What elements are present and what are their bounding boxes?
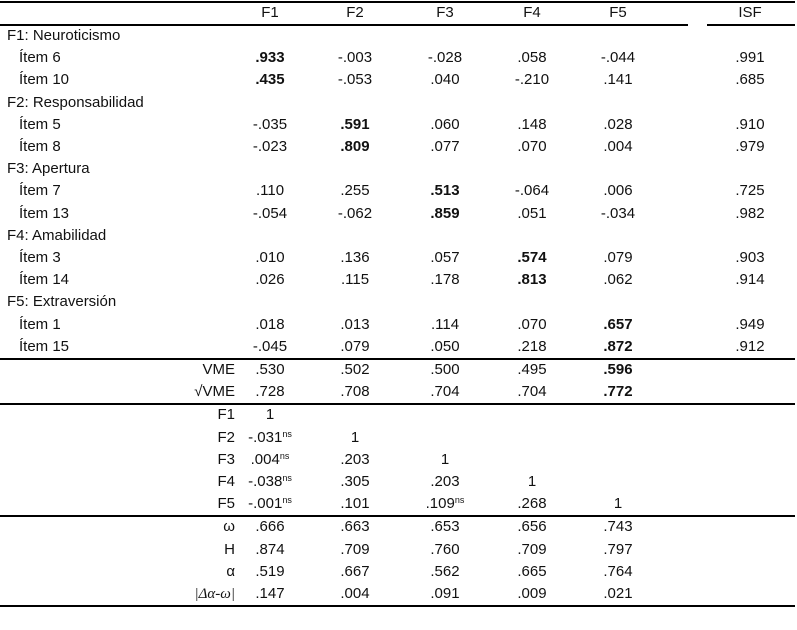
item-label: Ítem 10: [19, 71, 70, 89]
loading-value: .115: [340, 271, 370, 289]
loading-value: .859: [430, 204, 460, 222]
loading-value: .026: [255, 271, 285, 289]
correlation-label: F5: [217, 495, 235, 513]
item-label: Ítem 6: [19, 49, 61, 67]
ave-row: [0, 359, 795, 381]
correlation-value: [492, 471, 572, 493]
col-header-f3: F3: [436, 4, 454, 21]
reliability-value: .663: [340, 518, 370, 536]
correlation-number: .203: [340, 450, 370, 468]
reliability-value: .760: [430, 540, 460, 558]
correlation-value: [230, 471, 310, 493]
correlation-value: [405, 449, 485, 471]
correlation-value: [492, 493, 572, 515]
loading-value: -.054: [252, 204, 288, 222]
col-header-f4: F4: [523, 4, 541, 21]
reliability-row: [0, 561, 795, 583]
table-row: [0, 336, 795, 358]
loading-value: .255: [340, 182, 370, 200]
loading-value: .058: [517, 49, 547, 67]
reliability-value: .797: [603, 540, 633, 558]
table-row: [0, 314, 795, 336]
correlation-number: 1: [527, 473, 537, 490]
reliability-value: .666: [255, 518, 285, 536]
correlation-number: .268: [517, 495, 547, 513]
isf-value: .949: [735, 315, 765, 333]
isf-value: .903: [735, 249, 765, 266]
table-row: [0, 114, 795, 136]
loading-value: .070: [517, 138, 547, 155]
loading-value: .114: [430, 315, 460, 333]
correlation-value: [578, 493, 658, 515]
table-row: [0, 180, 795, 202]
correlation-number: .305: [340, 473, 370, 490]
loading-value: -.034: [600, 204, 636, 222]
loading-value: .050: [430, 337, 460, 355]
loading-value: .010: [255, 249, 285, 266]
loading-value: .070: [517, 315, 547, 333]
correlation-number: 1: [440, 450, 450, 468]
correlation-label: F4: [217, 473, 235, 490]
reliability-value: .009: [517, 585, 547, 602]
loading-value: .013: [340, 315, 370, 333]
item-label: Ítem 3: [19, 249, 61, 266]
loading-value: -.210: [514, 71, 550, 89]
reliability-row: [0, 583, 795, 605]
factor-group-label: [0, 225, 795, 247]
isf-value: .725: [735, 182, 765, 200]
ave-value: .772: [603, 383, 633, 401]
loading-value: .141: [603, 71, 633, 89]
table-row: [0, 247, 795, 269]
correlation-row: [0, 404, 795, 426]
correlation-label: F1: [217, 406, 235, 424]
item-label: Ítem 13: [19, 204, 70, 222]
col-header-isf: ISF: [738, 4, 762, 21]
item-label: Ítem 7: [19, 182, 61, 200]
reliability-label: |Δα-ω|: [194, 586, 235, 602]
loading-value: .574: [517, 249, 547, 266]
item-label: Ítem 14: [19, 271, 70, 289]
correlation-value: [230, 427, 310, 449]
significance-marker: ns: [282, 495, 292, 506]
loading-value: .933: [255, 49, 285, 67]
isf-value: .914: [735, 271, 765, 289]
isf-value: .982: [735, 204, 765, 222]
reliability-value: .519: [255, 562, 285, 580]
loading-value: -.064: [514, 182, 550, 200]
isf-value: .912: [735, 337, 765, 355]
ave-value: .596: [603, 361, 633, 378]
ave-value: .708: [340, 383, 370, 401]
table-row: [0, 136, 795, 158]
group-label: F4: Amabilidad: [7, 226, 107, 244]
item-label: Ítem 15: [19, 337, 70, 355]
loading-value: .218: [517, 337, 547, 355]
isf-value: .685: [735, 71, 765, 89]
loading-value: .136: [340, 249, 370, 266]
correlation-value: [315, 449, 395, 471]
correlation-value: [230, 493, 310, 515]
ave-label: VME: [202, 361, 235, 378]
correlation-row: [0, 471, 795, 493]
correlation-value: [405, 471, 485, 493]
correlation-value: [230, 404, 310, 426]
loading-value: .079: [603, 249, 633, 266]
loading-value: .006: [603, 182, 633, 200]
correlation-row: [0, 493, 795, 515]
item-label: Ítem 1: [19, 315, 61, 333]
loading-value: .591: [340, 115, 370, 133]
table-row: [0, 47, 795, 69]
loading-value: .513: [430, 182, 460, 200]
significance-marker: ns: [454, 495, 465, 506]
reliability-value: .709: [517, 540, 547, 558]
correlation-number: -.001: [248, 495, 283, 513]
loading-value: -.035: [252, 115, 288, 133]
reliability-value: .004: [340, 585, 370, 602]
reliability-value: .665: [517, 562, 547, 580]
loading-value: .079: [340, 337, 370, 355]
loading-value: -.028: [427, 49, 463, 67]
ave-value: .495: [517, 361, 547, 378]
correlation-number: -.038: [248, 473, 283, 490]
reliability-value: .709: [340, 540, 370, 558]
reliability-value: .874: [255, 540, 285, 558]
reliability-value: .656: [517, 518, 547, 536]
ave-value: .530: [255, 361, 285, 378]
correlation-number: 1: [613, 495, 623, 513]
ave-value: .704: [517, 383, 547, 401]
correlation-number: 1: [350, 428, 360, 446]
correlation-label: F3: [217, 450, 235, 468]
loading-value: -.053: [337, 71, 373, 89]
reliability-value: .021: [603, 585, 633, 602]
ave-value: .704: [430, 383, 460, 401]
col-header-f2: F2: [346, 4, 364, 21]
factor-group-label: [0, 291, 795, 313]
significance-marker: ns: [282, 473, 292, 483]
loading-value: -.003: [337, 49, 373, 67]
loading-value: .018: [255, 315, 285, 333]
factor-group-label: [0, 25, 795, 47]
reliability-value: .653: [430, 518, 460, 536]
loading-value: -.045: [252, 337, 288, 355]
loading-value: -.062: [337, 204, 373, 222]
loading-value: .813: [517, 271, 547, 289]
reliability-label: α: [226, 562, 235, 580]
correlation-number: .203: [430, 473, 460, 490]
correlation-number: -.031: [248, 428, 283, 446]
loading-value: .872: [603, 337, 633, 355]
isf-value: .979: [735, 138, 765, 155]
factor-group-label: [0, 92, 795, 114]
group-label: F5: Extraversión: [7, 293, 117, 311]
reliability-row: [0, 516, 795, 538]
loading-value: .178: [430, 271, 460, 289]
group-label: F1: Neuroticismo: [7, 27, 121, 44]
bottom-rule: [0, 605, 795, 607]
significance-marker: ns: [279, 450, 290, 461]
loading-value: .809: [340, 138, 370, 155]
significance-marker: ns: [282, 428, 292, 439]
ave-label: √VME: [194, 383, 235, 401]
correlation-label: F2: [217, 428, 235, 446]
ave-value: .500: [430, 361, 460, 378]
loading-value: .051: [517, 204, 547, 222]
loading-value: .435: [255, 71, 285, 89]
loading-value: .057: [430, 249, 460, 266]
reliability-value: .091: [430, 585, 460, 602]
reliability-value: .764: [603, 562, 633, 580]
item-label: Ítem 5: [19, 115, 61, 133]
col-header-f1: F1: [261, 4, 279, 21]
correlation-value: [315, 427, 395, 449]
loading-value: .028: [603, 115, 633, 133]
table-row: [0, 69, 795, 91]
reliability-value: .147: [255, 585, 285, 602]
group-label: F2: Responsabilidad: [7, 93, 144, 111]
group-label: F3: Apertura: [7, 160, 90, 178]
header-row: [0, 2, 795, 24]
col-header-f5: F5: [609, 4, 627, 21]
loading-value: .040: [430, 71, 460, 89]
correlation-number: 1: [265, 406, 275, 424]
ave-value: .502: [340, 361, 370, 378]
correlation-value: [315, 493, 395, 515]
loading-value: -.044: [600, 49, 636, 67]
correlation-row: [0, 449, 795, 471]
loading-value: .148: [517, 115, 547, 133]
correlation-number: .109: [425, 495, 455, 513]
loading-value: .110: [255, 182, 285, 200]
isf-value: .991: [735, 49, 765, 67]
table-row: [0, 203, 795, 225]
item-label: Ítem 8: [19, 138, 61, 155]
loading-value: -.023: [252, 138, 288, 155]
reliability-label: ω: [223, 518, 235, 536]
reliability-value: .562: [430, 562, 460, 580]
ave-value: .728: [255, 383, 285, 401]
isf-value: .910: [735, 115, 765, 133]
correlation-row: [0, 427, 795, 449]
correlation-value: [315, 471, 395, 493]
loading-value: .060: [430, 115, 460, 133]
ave-row: [0, 381, 795, 403]
factor-group-label: [0, 158, 795, 180]
reliability-row: [0, 539, 795, 561]
correlation-value: [405, 493, 485, 515]
reliability-value: .743: [603, 518, 633, 536]
loading-value: .657: [603, 315, 633, 333]
loading-value: .077: [430, 138, 460, 155]
correlation-number: .004: [250, 450, 280, 468]
reliability-label: H: [224, 540, 235, 558]
loading-value: .004: [603, 138, 633, 155]
correlation-number: .101: [340, 495, 370, 513]
reliability-value: .667: [340, 562, 370, 580]
table-row: [0, 269, 795, 291]
correlation-value: [230, 449, 310, 471]
loading-value: .062: [603, 271, 633, 289]
